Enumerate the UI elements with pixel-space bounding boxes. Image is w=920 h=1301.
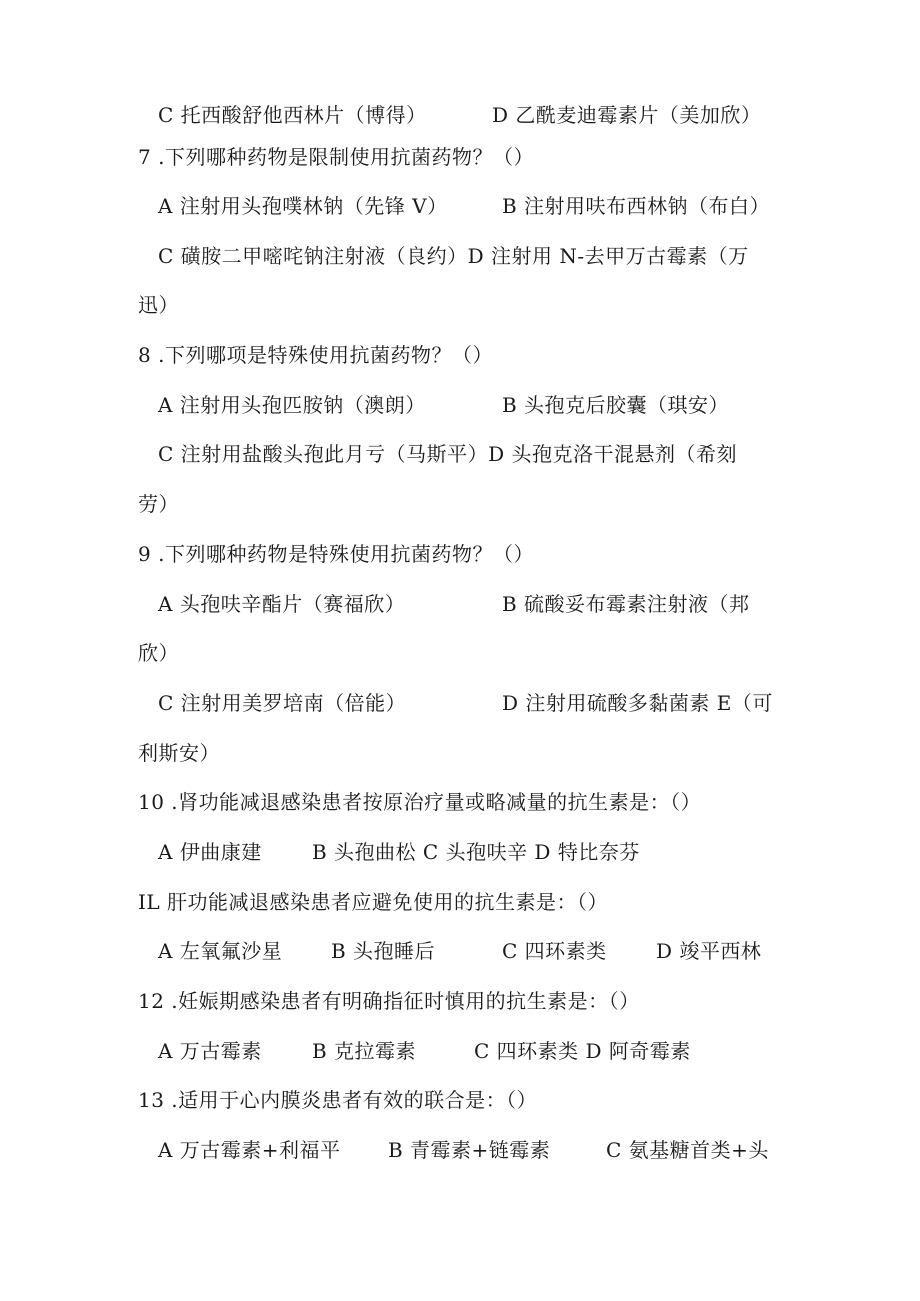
q6-option-c: C 托西酸舒他西林片（博得） [158,103,427,127]
q7-option-a: A 注射用头孢噗林钠（先锋 V） [158,194,448,218]
question-7: 7 .下列哪种药物是限制使用抗菌药物？（） [138,145,534,169]
q9-option-d-cont: 利斯安） [138,741,220,765]
q11-option-a: A 左氧氟沙星 [158,939,283,963]
q9-option-b: B 硫酸妥布霉素注射液（邦 [502,592,750,616]
q7-option-b: B 注射用呋布西林钠（布白） [502,194,771,218]
q9-option-d: D 注射用硫酸多黏菌素 E（可 [502,691,773,715]
question-9: 9 .下列哪种药物是特殊使用抗菌药物？（） [138,542,534,566]
q12-option-a: A 万古霉素 [158,1039,262,1063]
q8-option-cd: C 注射用盐酸头孢此月亏（马斯平）D 头孢克洛干混悬剂（希刻 [158,442,738,466]
question-8: 8 .下列哪项是特殊使用抗菌药物？（） [138,343,493,367]
question-10: 10 .肾功能减退感染患者按原治疗量或略减量的抗生素是：（） [138,790,702,814]
q11-option-d: D 竣平西林 [656,939,762,963]
q9-option-a: A 头孢呋辛酯片（赛福欣） [158,592,406,616]
q10-option-a: A 伊曲康建 [158,840,262,864]
question-11: IL 肝功能减退感染患者应避免使用的抗生素是：（） [138,890,609,914]
q11-option-c: C 四环素类 [502,939,607,963]
q8-option-d-cont: 劳） [138,492,179,516]
q12-option-cd: C 四环素类 D 阿奇霉素 [474,1039,691,1063]
q8-option-b: B 头孢克后胶囊（琪安） [502,393,730,417]
question-13: 13 .适用于心内膜炎患者有效的联合是：（） [138,1088,538,1112]
q9-option-b-cont: 欣） [138,641,179,665]
q9-option-c: C 注射用美罗培南（倍能） [158,691,407,715]
q13-option-a: A 万古霉素+利福平 [158,1138,341,1162]
q8-option-a: A 注射用头孢匹胺钠（澳朗） [158,393,426,417]
q13-option-b: B 青霉素+链霉素 [388,1138,551,1162]
q6-option-d: D 乙酰麦迪霉素片（美加欣） [492,103,762,127]
q10-option-bcd: B 头孢曲松 C 头孢呋辛 D 特比奈芬 [312,840,640,864]
q12-option-b: B 克拉霉素 [312,1039,417,1063]
question-12: 12 .妊娠期感染患者有明确指征时慎用的抗生素是：（） [138,989,640,1013]
q7-option-d-cont: 迅） [138,293,179,317]
q7-option-cd: C 磺胺二甲嘧咤钠注射液（良约）D 注射用 N-去甲万古霉素（万 [158,244,749,268]
q11-option-b: B 头孢睡后 [331,939,436,963]
q13-option-c: C 氨基糖首类+头 [606,1138,769,1162]
